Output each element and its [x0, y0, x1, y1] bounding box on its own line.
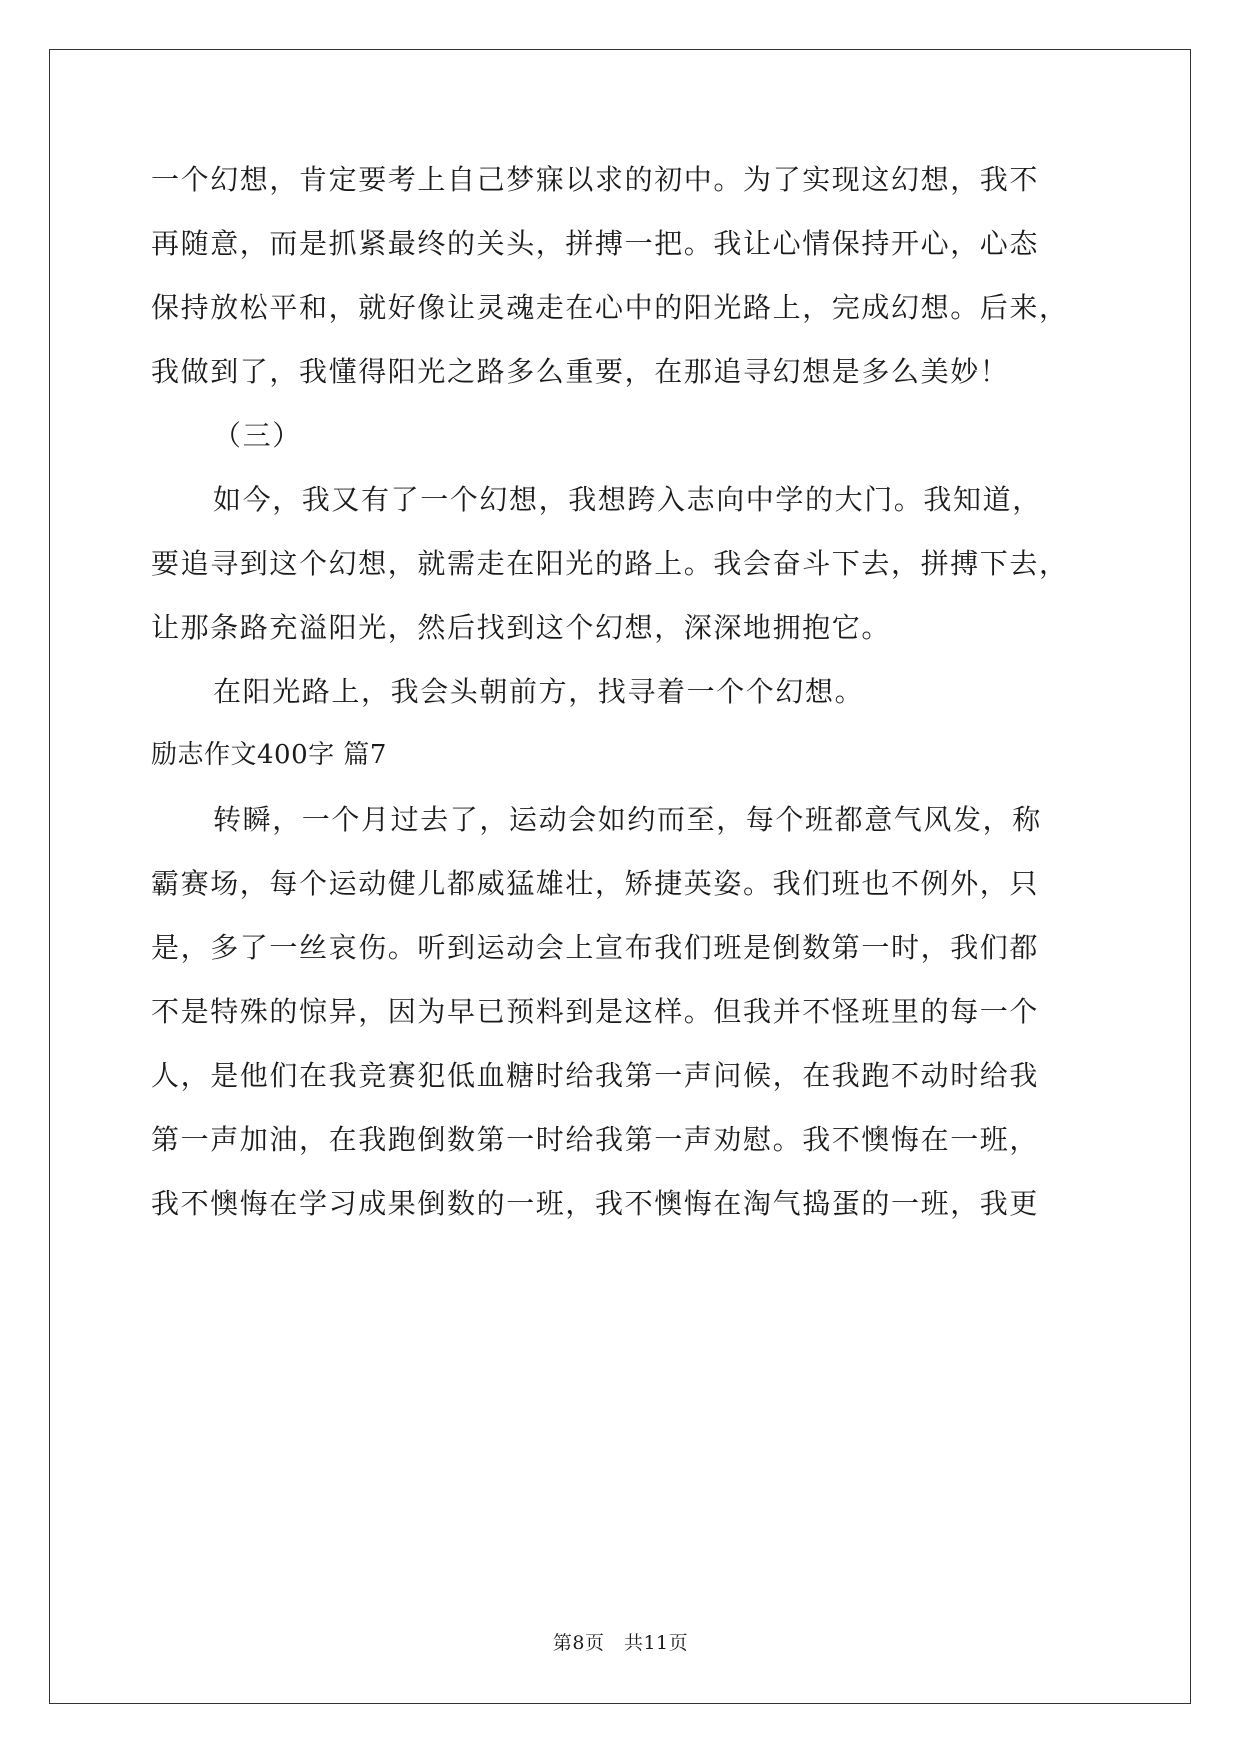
paragraph-line: 不是特殊的惊异，因为早已预料到是这样。但我并不怪班里的每一个	[151, 995, 1040, 1028]
paragraph-line: 让那条路充溢阳光，然后找到这个幻想，深深地拥抱它。	[151, 611, 892, 644]
paragraph-line: 人，是他们在我竞赛犯低血糖时给我第一声问候，在我跑不动时给我	[151, 1059, 1040, 1092]
paragraph-line: 在阳光路上，我会头朝前方，找寻着一个个幻想。	[213, 675, 865, 708]
document-body	[151, 163, 1101, 1251]
paragraph-line: 我做到了，我懂得阳光之路多么重要，在那追寻幻想是多么美妙！	[151, 355, 1010, 388]
paragraph-line: 要追寻到这个幻想，就需走在阳光的路上。我会奋斗下去，拼搏下去，	[151, 547, 1069, 580]
paragraph-line: 再随意，而是抓紧最终的关头，拼搏一把。我让心情保持开心，心态	[151, 227, 1040, 260]
paragraph-line: 保持放松平和，就好像让灵魂走在心中的阳光路上，完成幻想。后来，	[151, 291, 1069, 324]
paragraph-line: 一个幻想，肯定要考上自己梦寐以求的初中。为了实现这幻想，我不	[151, 163, 1040, 196]
section-marker: （三）	[213, 419, 302, 452]
paragraph-line: 如今，我又有了一个幻想，我想跨入志向中学的大门。我知道，	[213, 483, 1042, 516]
page-number-footer: 第8页 共11页	[552, 1632, 689, 1654]
paragraph-line: 我不懊悔在学习成果倒数的一班，我不懊悔在淘气捣蛋的一班，我更	[151, 1187, 1040, 1220]
paragraph-line: 霸赛场，每个运动健儿都威猛雄壮，矫捷英姿。我们班也不例外，只	[151, 867, 1040, 900]
paragraph-line: 转瞬，一个月过去了，运动会如约而至，每个班都意气风发，称	[213, 803, 1042, 836]
paragraph-line: 是，多了一丝哀伤。听到运动会上宣布我们班是倒数第一时，我们都	[151, 931, 1040, 964]
paragraph-line: 第一声加油，在我跑倒数第一时给我第一声劝慰。我不懊悔在一班，	[151, 1123, 1040, 1156]
article-heading: 励志作文400字 篇7	[151, 740, 387, 770]
